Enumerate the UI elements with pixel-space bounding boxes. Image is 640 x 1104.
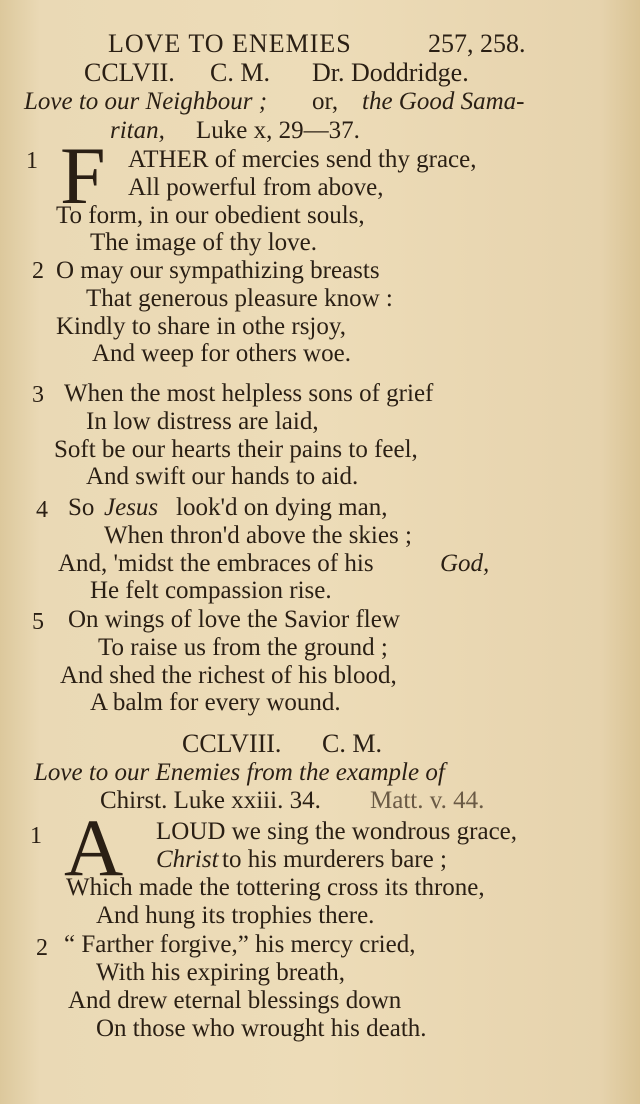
verse-line: All powerful from above,: [128, 174, 384, 201]
verse-line: And weep for others woe.: [92, 340, 351, 367]
verse-line: To raise us from the ground ;: [98, 634, 388, 661]
verse-line: To form, in our obedient souls,: [56, 202, 365, 229]
verse-line: Which made the tottering cross its throne,: [66, 874, 485, 901]
verse-line: So: [68, 494, 95, 521]
hymn-title-alt: the Good Sama-: [362, 88, 525, 115]
verse-line: When the most helpless sons of grief: [64, 380, 434, 407]
running-title: LOVE TO ENEMIES: [108, 29, 352, 58]
verse-italic-word: God,: [440, 550, 490, 577]
verse-line: ATHER of mercies send thy grace,: [128, 146, 477, 173]
verse-line: When thron'd above the skies ;: [104, 522, 412, 549]
verse-number: 4: [36, 497, 48, 523]
page-numbers: 257, 258.: [428, 29, 526, 58]
verse-line: With his expiring breath,: [96, 959, 345, 986]
verse-line: And drew eternal blessings down: [68, 987, 402, 1014]
verse-number: 1: [26, 148, 38, 174]
verse-line: And swift our hands to aid.: [86, 463, 359, 490]
verse-italic-word: Christ: [156, 846, 219, 873]
hymn-title-or: or,: [312, 88, 339, 115]
verse-line: LOUD we sing the wondrous grace,: [156, 818, 518, 845]
verse-number: 3: [32, 382, 44, 408]
verse-line: Soft be our hearts their pains to feel,: [54, 436, 418, 463]
verse-number: 1: [30, 823, 42, 849]
hymn-author: Dr. Doddridge.: [312, 58, 469, 87]
verse-italic-word: Jesus: [104, 494, 159, 521]
verse-line: On wings of love the Savior flew: [68, 606, 400, 633]
verse-line: In low distress are laid,: [86, 408, 319, 435]
verse-line: He felt compassion rise.: [90, 577, 332, 604]
verse-line: That generous pleasure know :: [86, 285, 393, 312]
verse-line: Kindly to share in othe rsjoy,: [56, 313, 347, 340]
scripture-reference: Matt. v. 44.: [370, 787, 485, 814]
scripture-reference: Chirst. Luke xxiii. 34.: [100, 787, 321, 814]
verse-line: “ Farther forgive,” his mercy cried,: [64, 931, 416, 958]
verse-line: The image of thy love.: [90, 229, 318, 256]
verse-number: 5: [32, 609, 44, 635]
drop-cap: A: [64, 802, 124, 893]
scripture-reference: Luke x, 29—37.: [196, 117, 360, 144]
hymn-title: Love to our Enemies from the example of: [34, 759, 445, 786]
hymn-meter: C. M.: [322, 729, 382, 758]
verse-line: look'd on dying man,: [176, 494, 388, 521]
verse-line: A balm for every wound.: [90, 689, 341, 716]
verse-line: And shed the richest of his blood,: [60, 662, 397, 689]
hymn-number: CCLVII.: [84, 58, 175, 87]
verse-line: And, 'midst the embraces of his: [58, 550, 374, 577]
verse-number: 2: [36, 935, 48, 961]
verse-line: to his murderers bare ;: [222, 846, 447, 873]
hymn-title-cont: ritan,: [110, 117, 165, 144]
drop-cap: F: [60, 130, 106, 221]
verse-line: And hung its trophies there.: [96, 902, 375, 929]
verse-number: 2: [32, 258, 44, 284]
hymn-title: Love to our Neighbour ;: [24, 88, 268, 115]
hymn-number: CCLVIII.: [182, 729, 282, 758]
verse-line: O may our sympathizing breasts: [56, 257, 380, 284]
verse-line: On those who wrought his death.: [96, 1015, 427, 1042]
hymn-meter: C. M.: [210, 58, 270, 87]
